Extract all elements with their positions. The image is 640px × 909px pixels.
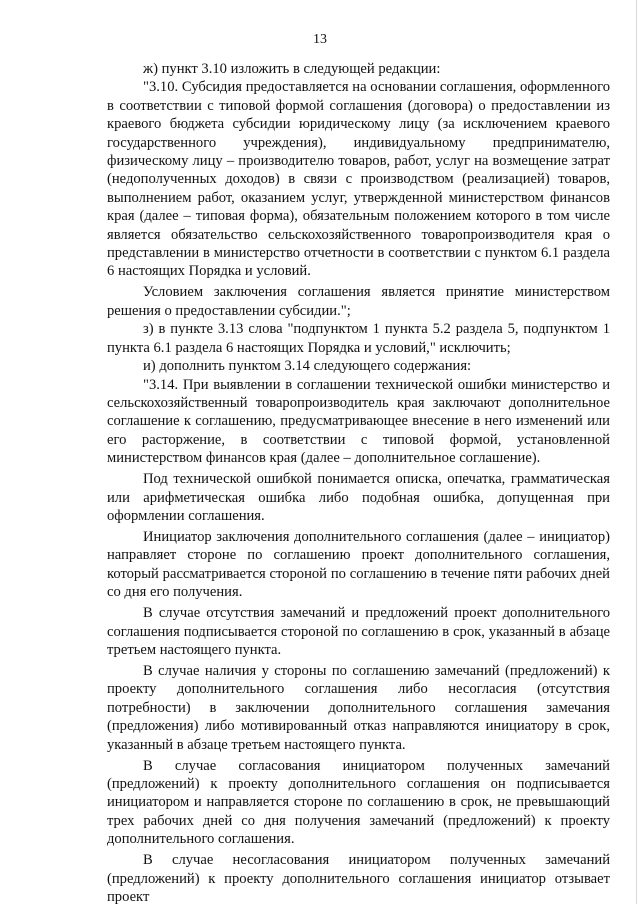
paragraph-no-remarks: В случае отсутствия замечаний и предложений проект дополнительного соглашения подписывается стороной по соглашению в срок, указанный в абзаце третьем настоящего пункта. bbox=[107, 605, 610, 658]
paragraph-zh: ж) пункт 3.10 изложить в следующей редакции: bbox=[143, 61, 441, 77]
paragraph-remarks: В случае наличия у стороны по соглашению замечаний (предложений) к проекту дополнительного соглашения либо несогласия (отсутствия потребности) в заключении дополнительного соглашения замечания (предложения) либо мотивированный отказ направляются инициатору в срок, указанный в абзаце третьем настоящего пункта. bbox=[107, 662, 610, 753]
paragraph-disagreed-remarks: В случае несогласования инициатором полученных замечаний (предложений) к проекту дополнительного соглашения инициатор отзывает проект bbox=[107, 852, 610, 906]
page-number: 13 bbox=[313, 32, 327, 47]
scan-edge-line bbox=[636, 0, 637, 904]
paragraph-z: з) в пункте 3.13 слова "подпунктом 1 пункта 5.2 раздела 5, подпунктом 1 пункта 6.1 раздела 6 настоящих Порядка и условий," исключить; bbox=[107, 321, 610, 356]
paragraph-i: и) дополнить пунктом 3.14 следующего содержания: bbox=[143, 358, 472, 375]
paragraph-3-14: "3.14. При выявлении в соглашении технической ошибки министерство и сельскохозяйственный товаропроизводитель края заключают дополнительное соглашение к соглашению, предусматривающее внесение в него изменений или его расторжение, в соответствии с типовой формой, установленной министерством финансов края (далее – дополнительное соглашение). bbox=[107, 376, 610, 467]
document-body bbox=[107, 60, 610, 909]
paragraph-condition: Условием заключения соглашения является принятие министерством решения о предоставлении субсидии."; bbox=[107, 284, 610, 319]
paragraph-agreed-remarks: В случае согласования инициатором полученных замечаний (предложений) к проекту дополнительного соглашения он подписывается инициатором и направляется стороне по соглашению в срок, не превышающий трех рабочих дней со дня получения замечаний (предложений) к проекту дополнительного соглашения. bbox=[107, 757, 610, 848]
paragraph-technical-error: Под технической ошибкой понимается описка, опечатка, грамматическая или арифметическая ошибка либо подобная ошибка, допущенная при оформлении соглашения. bbox=[107, 471, 610, 524]
paragraph-3-10: "3.10. Субсидия предоставляется на основании соглашения, оформленного в соответствии с типовой формой соглашения (договора) о предоставлении из краевого бюджета субсидии юридическому лицу (за исключением краевого государственного учреждения), индивидуальному предпринимателю, физическому лицу – производителю товаров, работ, услуг на возмещение затрат (недополученных доходов) в связи с производством (реализацией) товаров, выполнением работ, оказанием услуг, утвержденной министерством финансов края (далее – типовая форма), обязательным положением которого в том числе является обязательство сельскохозяйственного товаропроизводителя края о представлении в министерство отчетности в соответствии с пунктом 6.1 раздела 6 настоящих Порядка и условий. bbox=[107, 79, 610, 280]
paragraph-initiator: Инициатор заключения дополнительного соглашения (далее – инициатор) направляет стороне по соглашению проект дополнительного соглашения, который рассматривается стороной по соглашению в течение пяти рабочих дней со дня его получения. bbox=[107, 528, 610, 601]
